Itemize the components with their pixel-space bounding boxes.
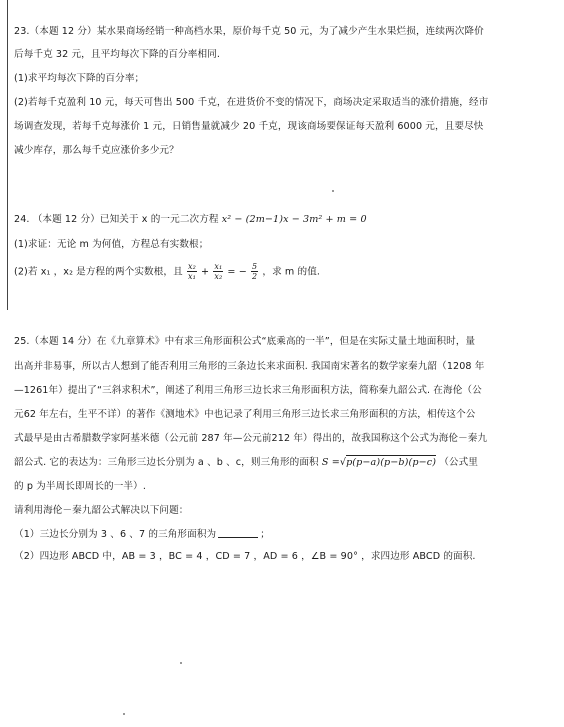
q25-line-5: 式最早是由古希腊数学家阿基米德（公元前 287 年—公元前212 年）得出的，故我国称这个公式为海伦－秦九 <box>14 433 488 444</box>
scan-speck <box>123 713 125 715</box>
heron-formula-lhs: S = <box>321 457 340 468</box>
q25-line-3: —1261年）提出了“三斜求积术”，阐述了利用三角形三边长求三角形面积方法，简称秦九韶公式. 在海伦（公 <box>14 385 482 396</box>
q25-line-6 <box>14 457 478 469</box>
q24-fraction-3: $\frac{5}{2}$ <box>252 262 258 281</box>
q23-part-2-line-3: 减少库存，那么每千克应涨价多少元？ <box>14 145 179 156</box>
q23-line-1: 23.（本题 12 分）某水果商场经销一种高档水果，原价每千克 50 元，为了减少产生水果烂损，连续两次降价 <box>14 26 484 37</box>
q25-part-1-pre: （1）三边长分别为 3 、6 、7 的三角形面积为 <box>14 529 217 540</box>
q24-fraction-1: $\frac{\text{x₂}}{\text{x₁}}$ <box>187 262 196 281</box>
q25-line-7: 的 p 为半周长即周长的一半）. <box>14 481 146 492</box>
q24-part-1: (1)求证：无论 m 为何值，方程总有实数根； <box>14 239 209 250</box>
q24-plus: + <box>201 266 210 278</box>
q24-fraction-2: $\frac{\text{x₁}}{\text{x₂}}$ <box>214 262 223 281</box>
q23-line-2: 后每千克 32 元，且平均每次下降的百分率相同. <box>14 49 221 60</box>
q24-part-2 <box>14 262 320 281</box>
q25-line-2: 出高并非易事，所以古人想到了能否利用三角形的三条边长来求面积. 我国南宋著名的数学家秦九韶（1208 年 <box>14 361 485 372</box>
q25-instructions: 请利用海伦－秦九韶公式解决以下问题： <box>14 505 189 516</box>
binding-margin-line <box>7 0 8 310</box>
scan-speck <box>332 190 334 192</box>
heron-formula-radicand: p(p−a)(p−b)(p−c) <box>346 457 437 468</box>
q25-line-4: 元62 年左右，生平不详）的著作《测地术》中也记录了利用三角形三边长求三角形面积的方法，相传这个公 <box>14 409 476 420</box>
q24-line-1 <box>14 214 367 226</box>
q24-part-2-pre: (2)若 x₁ ，x₂ 是方程的两个实数根，且 <box>14 266 183 278</box>
q25-line-1: 25.（本题 14 分）在《九章算术》中有求三角形面积公式“底乘高的一半”，但是在实际丈量土地面积时，量 <box>14 336 476 347</box>
q25-part-1-post: ； <box>260 529 270 540</box>
q25-part-2: （2）四边形 ABCD 中，AB = 3 ，BC = 4 ，CD = 7 ，AD = 6 ，∠B = 90° ，求四边形 ABCD 的面积. <box>14 551 476 562</box>
heron-formula-sqrt: √p(p−a)(p−b)(p−c) <box>339 457 437 468</box>
q25-part-1 <box>14 528 270 541</box>
q24-part-2-post: ，求 m 的值. <box>262 266 321 278</box>
q24-equation: x² − (2m−1)x − 3m² + m = 0 <box>221 214 367 225</box>
q23-part-2-line-2: 场调查发现，若每千克每涨价 1 元，日销售量就减少 20 千克，现该商场要保证每天盈利 6000 元，且要尽快 <box>14 121 484 132</box>
scan-speck <box>180 662 182 664</box>
q24-intro: 24. （本题 12 分）已知关于 x 的一元二次方程 <box>14 214 219 225</box>
q25-line-6-pre: 韶公式. 它的表达为：三角形三边长分别为 a 、b 、c，则三角形的面积 <box>14 457 319 468</box>
q24-equals: = − <box>227 266 247 278</box>
q25-line-6-post: （公式里 <box>439 457 478 468</box>
q23-part-1: (1)求平均每次下降的百分率； <box>14 73 145 84</box>
answer-blank[interactable] <box>218 528 258 538</box>
q23-part-2-line-1: (2)若每千克盈利 10 元，每天可售出 500 千克，在进货价不变的情况下，商场决定采取适当的涨价措施，经市 <box>14 97 489 108</box>
